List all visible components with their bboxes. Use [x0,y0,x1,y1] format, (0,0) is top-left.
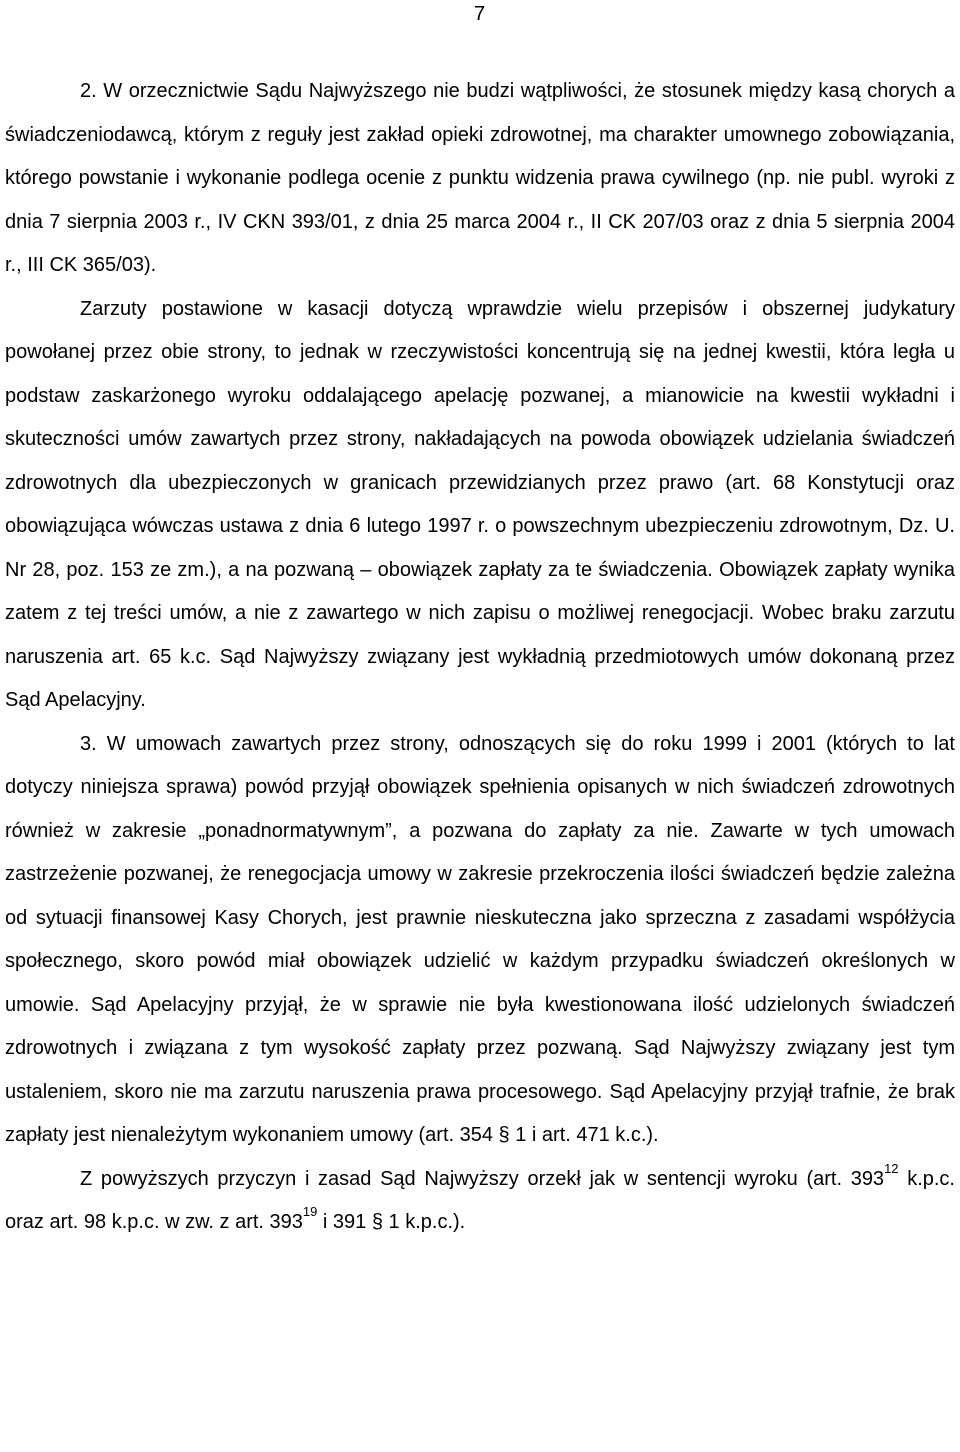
document-body [5,70,955,1245]
superscript-12: 12 [884,1160,899,1176]
paragraph-conclusion [5,1158,955,1245]
paragraph-kasacja-zarzuty: Zarzuty postawione w kasacji dotyczą wprawdzie wielu przepisów i obszernej judykatury powołanej przez obie strony, to jednak w rzeczywistości koncentrują się na jednej kwestii, która legła u podstaw zaskarżonego wyroku oddalającego apelację pozwanej, a mianowicie na kwestii wykładni i skuteczności umów zawartych przez strony, nakładających na powoda obowiązek udzielania świadczeń zdrowotnych dla ubezpieczonych w granicach przewidzianych przez prawo (art. 68 Konstytucji oraz obowiązująca wówczas ustawa z dnia 6 lutego 1997 r. o powszechnym ubezpieczeniu zdrowotnym, Dz. U. Nr 28, poz. 153 ze zm.), a na pozwaną – obowiązek zapłaty za te świadczenia. Obowiązek zapłaty wynika zatem z tej treści umów, a nie z zawartego w nich zapisu o możliwej renegocjacji. Wobec braku zarzutu naruszenia art. 65 k.c. Sąd Najwyższy związany jest wykładnią przedmiotowych umów dokonaną przez Sąd Apelacyjny. [5,297,955,711]
page-number: 7 [474,3,486,25]
superscript-19: 19 [302,1204,318,1219]
conclusion-text-1: Z powyższych przyczyn i zasad Sąd Najwyższy orzekł jak w sentencji wyroku (art. 393 [80,1167,885,1190]
paragraph-section-3: 3. W umowach zawartych przez strony, odnoszących się do roku 1999 i 2001 (których to lat dotyczy niniejsza sprawa) powód przyjął obowiązek spełnienia opisanych w nich świadczeń zdrowotnych również w zakresie „ponadnormatywnym”, a pozwana do zapłaty za nie. Zawarte w tych umowach zastrzeżenie pozwanej, że renegocjacja umowy w zakresie przekroczenia ilości świadczeń będzie zależna od sytuacji finansowej Kasy Chorych, jest prawnie nieskuteczna jako sprzeczna z zasadami współżycia społecznego, skoro powód miał obowiązek udzielić w każdym przypadku świadczeń określonych w umowie. Sąd Apelacyjny przyjął, że w sprawie nie była kwestionowana ilość udzielonych świadczeń zdrowotnych i związana z tym wysokość zapłaty przez pozwaną. Sąd Najwyższy związany jest tym ustaleniem, skoro nie ma zarzutu naruszenia prawa procesowego. Sąd Apelacyjny przyjął trafnie, że brak zapłaty jest nienależytym wykonaniem umowy (art. 354 § 1 i art. 471 k.c.). [5,732,955,1146]
paragraph-section-2: 2. W orzecznictwie Sądu Najwyższego nie budzi wątpliwości, że stosunek między kasą chorych a świadczeniodawcą, którym z reguły jest zakład opieki zdrowotnej, ma charakter umownego zobowiązania, którego powstanie i wykonanie podlega ocenie z punktu widzenia prawa cywilnego (np. nie publ. wyroki z dnia 7 sierpnia 2003 r., IV CKN 393/01, z dnia 25 marca 2004 r., II CK 207/03 oraz z dnia 5 sierpnia 2004 r., III CK 365/03). [5,80,955,276]
conclusion-text-3: i 391 § 1 k.p.c.). [317,1211,466,1233]
conclusion-text-2: k.p.c. oraz art. 98 k.p.c. w zw. z art. 393 [5,1167,955,1233]
